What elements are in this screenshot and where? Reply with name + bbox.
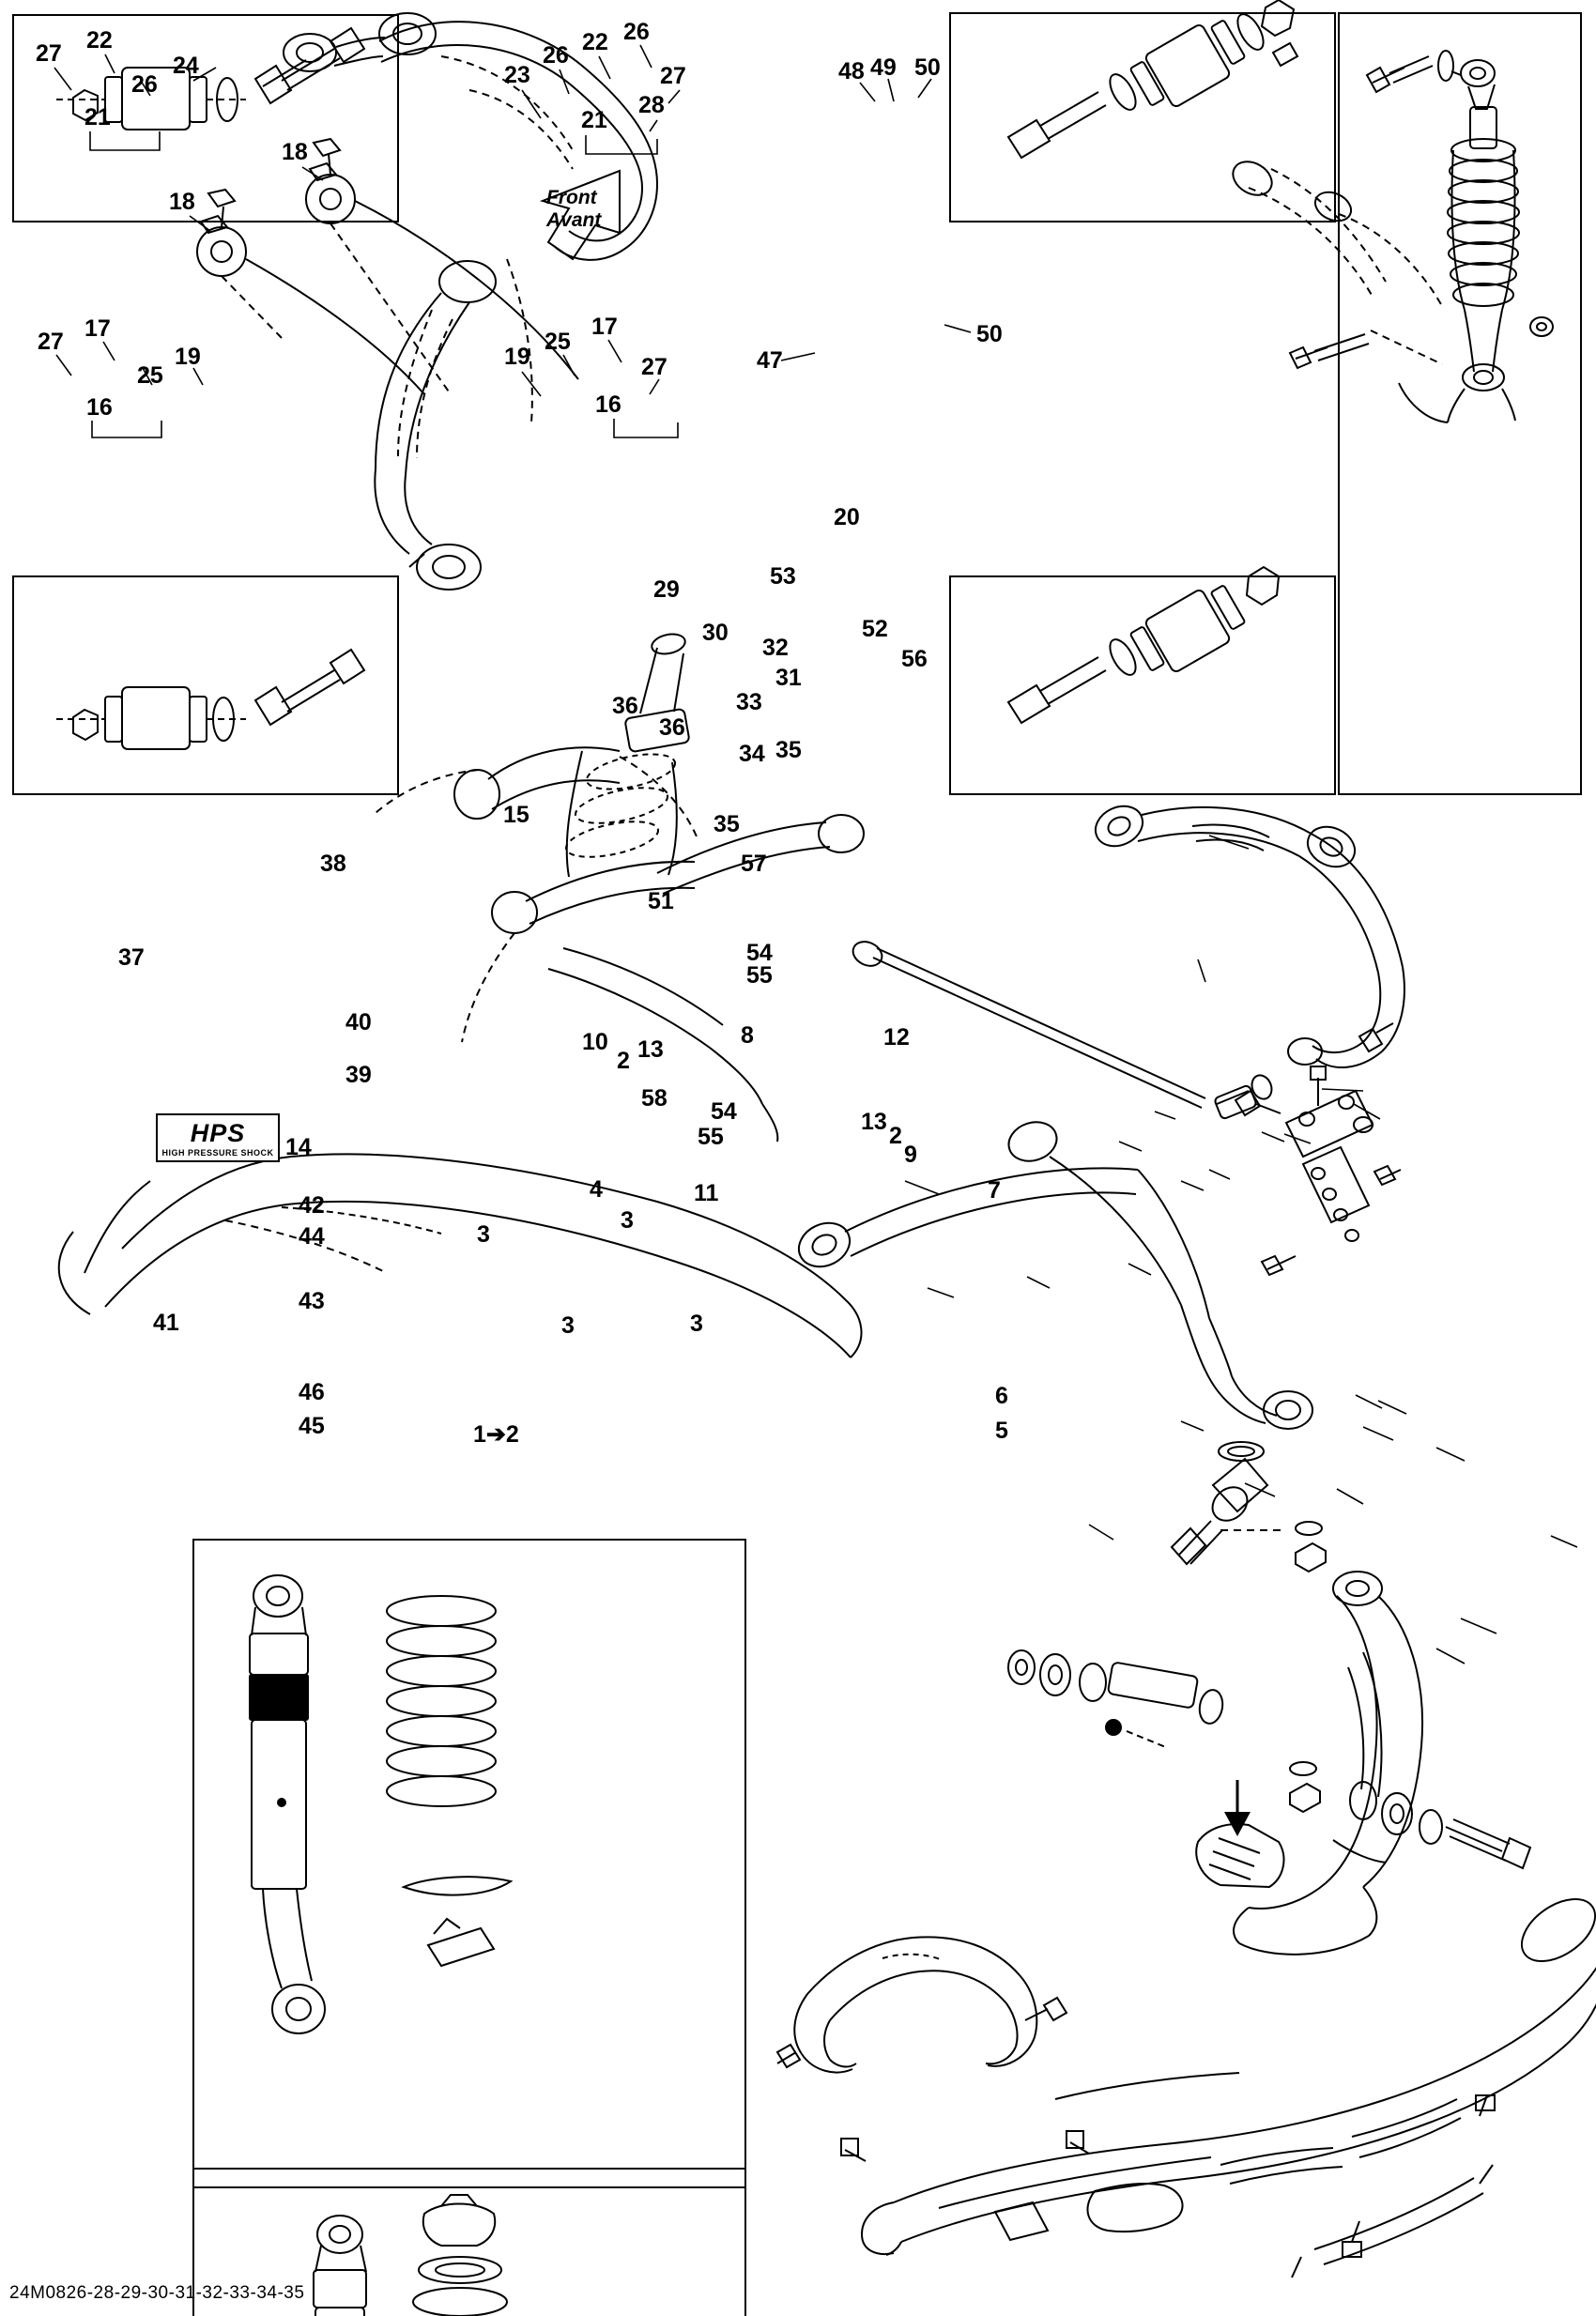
- callout-27-c: 27: [38, 329, 64, 355]
- callout-35-a: 35: [775, 737, 802, 763]
- callout-21: 21: [84, 104, 111, 130]
- callout-16-a: 16: [86, 394, 113, 421]
- callout-54-b: 54: [711, 1098, 737, 1125]
- callout-13-b: 13: [861, 1109, 887, 1135]
- callout-47: 47: [757, 347, 783, 374]
- callout-53: 53: [770, 563, 796, 590]
- callout-19-b: 19: [504, 344, 530, 370]
- callout-31: 31: [775, 665, 802, 691]
- callout-52: 52: [862, 616, 888, 642]
- callout-26-b: 26: [543, 42, 569, 69]
- callout-27: 27: [36, 40, 62, 67]
- callout-4: 4: [590, 1176, 603, 1203]
- callout-58: 58: [641, 1085, 668, 1112]
- callout-9: 9: [904, 1142, 917, 1168]
- callout-27-b: 27: [660, 63, 686, 89]
- callout-17-a: 17: [84, 315, 111, 342]
- front-direction-arrow: [514, 167, 627, 265]
- callout-38: 38: [320, 851, 346, 877]
- callout-46: 46: [299, 1379, 325, 1405]
- callout-29: 29: [653, 576, 680, 603]
- callout-12: 12: [883, 1024, 910, 1051]
- callout-30: 30: [702, 620, 729, 646]
- callout-56: 56: [901, 646, 928, 672]
- callout-3-c: 3: [561, 1312, 575, 1339]
- callout-37: 37: [118, 944, 145, 971]
- callout-21-b: 21: [581, 107, 607, 133]
- callout-26: 26: [131, 71, 158, 98]
- hps-sticker-primary: HPS: [190, 1118, 246, 1147]
- callout-45: 45: [299, 1413, 325, 1439]
- callout-51: 51: [648, 888, 674, 914]
- callout-3-a: 3: [477, 1221, 490, 1248]
- callout-11: 11: [694, 1180, 719, 1206]
- hps-sticker: [156, 1113, 280, 1162]
- callout-40: 40: [345, 1009, 372, 1035]
- callout-17-b: 17: [591, 314, 618, 340]
- callout-27-d: 27: [641, 354, 668, 380]
- callout-3-b: 3: [621, 1207, 634, 1234]
- callout-28: 28: [638, 92, 665, 118]
- callout-10: 10: [582, 1029, 608, 1055]
- callout-49: 49: [870, 54, 897, 81]
- sheet-code: 24M0826-28-29-30-31-32-33-34-35: [9, 2283, 305, 2303]
- callout-16-b: 16: [595, 391, 622, 418]
- callout-32: 32: [762, 635, 789, 661]
- callout-54-a: 54: [746, 940, 773, 966]
- callout-55-a: 55: [746, 962, 773, 989]
- callout-3-d: 3: [690, 1311, 703, 1337]
- callout-7: 7: [988, 1177, 1001, 1204]
- callout-44: 44: [299, 1223, 325, 1250]
- callout-20: 20: [834, 504, 860, 530]
- callout-43: 43: [299, 1288, 325, 1314]
- callout-50-b: 50: [976, 321, 1003, 347]
- callout-2-a: 2: [617, 1048, 630, 1074]
- callout-34: 34: [739, 741, 765, 767]
- callout-18-a: 18: [282, 139, 308, 165]
- callout-5: 5: [995, 1418, 1008, 1444]
- callout-1-to-2: 1➔2: [473, 1421, 519, 1448]
- front-arrow-label-fr: Avant: [546, 209, 602, 231]
- callout-18-b: 18: [169, 189, 195, 215]
- callout-24: 24: [173, 53, 199, 79]
- callout-41: 41: [153, 1310, 179, 1336]
- callout-14: 14: [285, 1134, 312, 1160]
- callout-35-b: 35: [714, 811, 740, 837]
- callout-57: 57: [741, 851, 767, 877]
- callout-22-b: 22: [582, 29, 608, 55]
- callout-8: 8: [741, 1022, 754, 1049]
- callout-50-a: 50: [914, 54, 941, 81]
- callout-25-b: 25: [545, 329, 571, 355]
- callout-15: 15: [503, 802, 529, 828]
- callout-2-b: 2: [889, 1123, 902, 1149]
- callout-55-b: 55: [698, 1124, 724, 1150]
- front-arrow-label-en: Front: [546, 187, 597, 208]
- callout-39: 39: [345, 1062, 372, 1088]
- callout-13-a: 13: [637, 1036, 664, 1063]
- callout-36-a: 36: [612, 693, 638, 719]
- callout-23: 23: [504, 62, 530, 88]
- callout-42: 42: [299, 1192, 325, 1219]
- callout-33: 33: [736, 689, 762, 715]
- callout-26-c: 26: [623, 19, 650, 45]
- callout-25-a: 25: [137, 362, 163, 389]
- callout-48: 48: [838, 58, 865, 84]
- hps-sticker-secondary: HIGH PRESSURE SHOCK: [161, 1147, 274, 1158]
- callout-19-a: 19: [175, 344, 201, 370]
- callout-6: 6: [995, 1383, 1008, 1409]
- callout-22: 22: [86, 27, 113, 54]
- callout-36-b: 36: [659, 714, 685, 741]
